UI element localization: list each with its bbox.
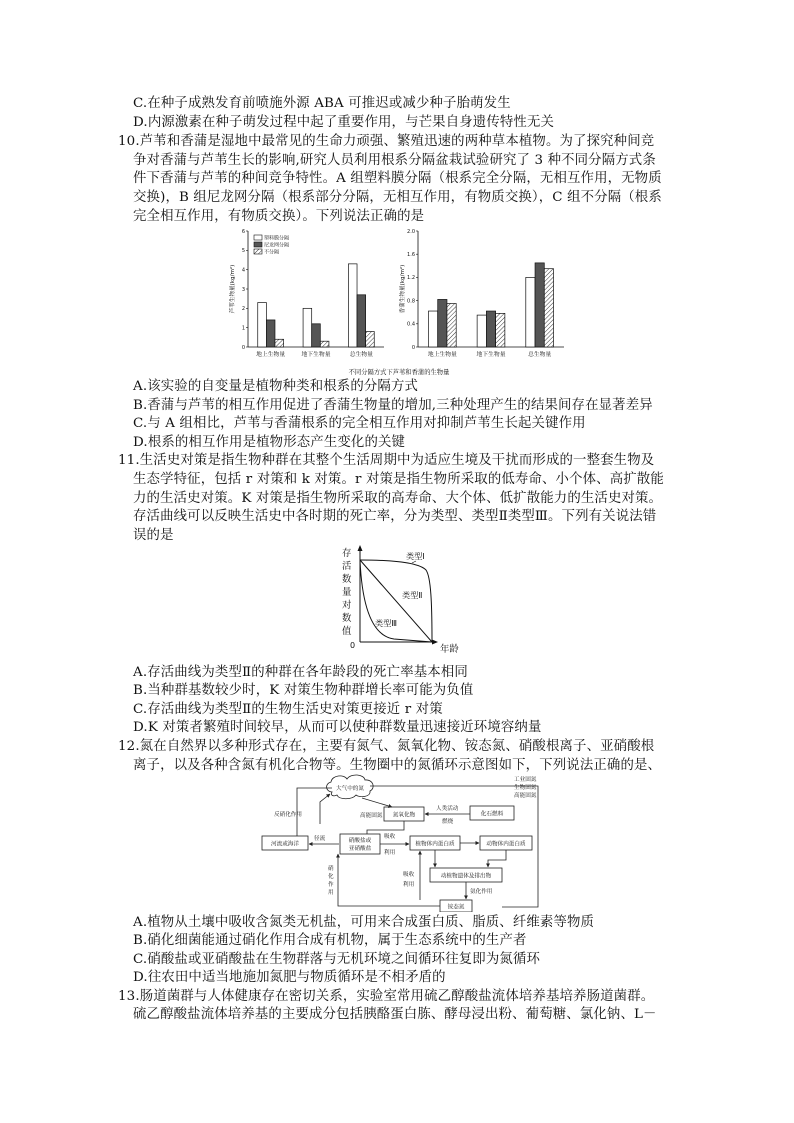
legend-swatch <box>254 235 262 240</box>
y-tick-label: 1.2 <box>407 275 415 282</box>
q11-option-a: A.存活曲线为类型Ⅱ的种群在各年龄段的死亡率基本相同 <box>133 665 468 680</box>
curve-label-type-1: 类型Ⅰ <box>406 551 425 561</box>
q10-bar-charts <box>222 222 576 378</box>
animal-protein-label: 动物体内蛋白质 <box>486 841 526 848</box>
x-axis-label: 年龄 <box>440 644 459 655</box>
bar <box>275 339 284 347</box>
y-tick-label: 0 <box>241 344 245 351</box>
fossil-fuel-label: 化石燃料 <box>480 811 504 818</box>
reed-biomass-chart <box>228 229 384 358</box>
nitrification-char: 化 <box>328 874 334 880</box>
y-axis-arrow <box>358 545 363 551</box>
q10-option-c: C.与 A 组相比，芦苇与香蒲根系的完全相互作用对抑制芦苇生长起关键作用 <box>133 416 586 431</box>
origin-label: 0 <box>350 641 356 650</box>
figure-caption: 不同分隔方式下芦苇和香蒲的生物量 <box>348 369 450 376</box>
q12-option-b: B.硝化细菌能通过硝化作用合成有机物，属于生态系统中的生产者 <box>133 933 527 948</box>
bar <box>438 299 447 347</box>
q10-option-b: B.香蒲与芦苇的相互作用促进了香蒲生物量的增加,三种处理产生的结果间存在显著差异 <box>133 398 653 413</box>
legend-swatch <box>254 242 262 247</box>
y-tick-label: 4 <box>241 267 245 274</box>
y-tick-label: 0 <box>411 344 415 351</box>
q12-stem-line: 离子，以及各种含氮有机化合物等。生物圈中的氮循环示意图如下，下列说法正确的是、 <box>133 758 662 773</box>
runoff-label: 径流 <box>314 836 326 842</box>
bar <box>266 320 275 347</box>
bar <box>366 332 375 347</box>
q12-option-d: D.往农田中适当地施加氮肥与物质循环是不相矛盾的 <box>133 970 446 985</box>
q12-option-c: C.硝酸盐或亚硝酸盐在生物群落与无机环境之间循环往复即为氮循环 <box>133 952 541 967</box>
bar <box>486 311 495 347</box>
bar <box>526 277 535 347</box>
q11-stem-line: 生态学特征，包括 r 对策和 k 对策。r 对策是指生物所采取的低寿命、小个体、高扩散能 <box>133 472 664 487</box>
bar <box>258 303 267 347</box>
fixation-label: 工业固氮 <box>514 777 537 783</box>
nitrate-label: 硝酸盐或 <box>348 838 372 844</box>
legend-swatch <box>254 249 262 254</box>
nitrogen-cycle-diagram <box>252 772 542 912</box>
q11-stem-line: 11.生活史对策是指生物种群在其整个生活周期中为适应生境及干扰而形成的一整套生物及 <box>118 453 655 468</box>
y-tick-label: 0.4 <box>407 321 415 328</box>
q11-option-c: C.存活曲线为类型Ⅱ的生物生活史对策更接近 r 对策 <box>133 702 443 717</box>
y-tick-label: 2 <box>241 306 245 313</box>
plant-protein-label: 植物体内蛋白质 <box>415 841 455 848</box>
x-tick-label: 地下生物量 <box>476 352 506 358</box>
legend-label: 不分隔 <box>264 249 280 256</box>
survivorship-curve-figure <box>336 544 466 656</box>
q13-stem-line: 13.肠道菌群与人体健康存在密切关系，实验室常用硫乙醇酸盐流体培养基培养肠道菌群。 <box>118 989 655 1004</box>
fixation-label: 生物固氮 <box>514 785 537 791</box>
y-tick-label: 2.0 <box>407 228 415 235</box>
q9-option-d: D.内源激素在种子萌发过程中起了重要作用，与芒果自身遗传特性无关 <box>133 115 555 130</box>
rivers-label: 河流或海洋 <box>271 841 299 848</box>
combustion-label: 燃烧 <box>442 819 454 825</box>
q12-stem-line: 12.氮在自然界以多种形式存在，主要有氮气、氮氧化物、铵态氮、硝酸根离子、亚硝酸根 <box>118 739 655 754</box>
x-tick-label: 总生物量 <box>349 352 373 358</box>
y-axis-title: 芦苇生物量(kg/m²) <box>230 264 236 314</box>
uptake-label: 吸收 <box>384 834 396 840</box>
bar <box>320 341 329 347</box>
bar <box>312 324 321 347</box>
y-tick-label: 0.8 <box>407 298 415 305</box>
nitrification-char: 硝 <box>328 866 334 872</box>
q11-stem-line: 误的是 <box>133 528 174 543</box>
ylabel-char: 数 <box>342 613 352 624</box>
q11-stem-line: 存活曲线可以反映生活史中各时期的死亡率，分为类型、类型Ⅱ类型Ⅲ。下列有关说法错 <box>133 509 657 524</box>
curve-type-2 <box>360 560 432 642</box>
bar <box>544 269 553 347</box>
bar <box>447 304 456 348</box>
bar <box>303 308 312 347</box>
y-tick-label: 1.6 <box>407 252 415 258</box>
bar <box>535 263 544 347</box>
q10-stem-line: 交换)，B 组尼龙网分隔（根系部分分隔，无相互作用，有物质交换），C 组不分隔（根系 <box>133 190 662 205</box>
nitrification-char: 用 <box>328 890 334 896</box>
y-tick-label: 6 <box>241 228 245 235</box>
q11-option-b: B.当种群基数较少时，K 对策生物种群增长率可能为负值 <box>133 683 474 698</box>
nitrogen-oxides-label: 氮氧化物 <box>392 812 416 819</box>
y-axis-title: 香蒲生物量(kg/m²) <box>400 264 406 314</box>
ylabel-char: 数 <box>342 574 352 585</box>
y-axis-label <box>342 547 352 637</box>
x-tick-label: 地下生物量 <box>301 352 331 358</box>
cattail-biomass-chart <box>398 229 564 358</box>
ylabel-char: 值 <box>342 626 352 637</box>
q10-stem-line: 完全相互作用，有物质交换）。下列说法正确的是 <box>133 209 425 224</box>
nitrite-label: 亚硝酸盐 <box>348 846 372 852</box>
y-tick-label: 5 <box>241 248 245 255</box>
bar <box>477 315 486 347</box>
y-tick-label: 3 <box>241 286 245 293</box>
y-tick-label: 1 <box>241 325 245 332</box>
x-tick-label: 地上生物量 <box>256 352 286 358</box>
q13-stem-line: 硫乙醇酸盐流体培养基的主要成分包括胰酪蛋白胨、酵母浸出粉、葡萄糖、氯化钠、L－ <box>133 1007 657 1022</box>
q10-stem-line: 10.芦苇和香蒲是湿地中最常见的生命力顽强、繁殖迅速的两种草本植物。为了探究种间竞 <box>118 134 655 149</box>
nitrification-char: 作 <box>328 882 334 888</box>
ammonification-label: 氨化作用 <box>470 889 493 895</box>
q10-stem-line: 争对香蒲与芦苇生长的影响,研究人员利用根系分隔盆栽试验研究了 3 种不同分隔方式条 <box>133 153 656 168</box>
ylabel-char: 活 <box>342 561 352 572</box>
x-tick-label: 地上生物量 <box>427 352 457 358</box>
denitrification-label: 反硝化作用 <box>274 812 302 818</box>
q11-stem-line: 力的生活史对策。K 对策是指生物所采取的高寿命、大个体、低扩散能力的生活史对策。 <box>133 491 663 506</box>
human-activity-label: 人类活动 <box>436 806 459 812</box>
q10-stem-line: 件下香蒲与芦苇的种间竞争特性。A 组塑料膜分隔（根系完全分隔，无相互作用，无物质 <box>133 171 662 186</box>
curve-label-type-2: 类型Ⅱ <box>402 590 423 600</box>
legend-label: 尼龙网分隔 <box>264 242 290 249</box>
bar <box>357 295 366 347</box>
curve-label-type-3: 类型Ⅲ <box>375 618 398 628</box>
ylabel-char: 对 <box>342 600 352 611</box>
uptake2-label: 吸收 <box>403 872 415 878</box>
x-axis-arrow <box>432 640 438 645</box>
legend-label: 塑料膜分隔 <box>264 235 290 242</box>
uptake-label: 利用 <box>384 850 396 856</box>
high-energy-fix-label: 高能固氮 <box>360 813 383 819</box>
ammonium-label: 铵态氮 <box>447 904 465 911</box>
fixation-label: 高能固氮 <box>514 793 537 799</box>
q10-option-a: A.该实验的自变量是植物种类和根系的分隔方式 <box>133 379 419 394</box>
bar <box>428 311 437 347</box>
atmosphere-label: 大气中的氮 <box>336 786 364 792</box>
q11-option-d: D.K 对策者繁殖时间较早，从而可以使种群数量迅速接近环境容纳量 <box>133 720 542 735</box>
uptake2-label: 利用 <box>403 882 415 888</box>
remains-label: 动植物遗体及排出物 <box>440 873 492 880</box>
q10-option-d: D.根系的相互作用是植物形态产生变化的关键 <box>133 435 406 450</box>
bar <box>348 264 357 347</box>
x-tick-label: 总生物量 <box>528 352 552 358</box>
q9-option-c: C.在种子成熟发育前喷施外源 ABA 可推迟或减少种子胎萌发生 <box>133 96 511 111</box>
ylabel-char: 量 <box>342 587 352 598</box>
q12-option-a: A.植物从土壤中吸收含氮类无机盐，可用来合成蛋白质、脂质、纤维素等物质 <box>133 915 595 930</box>
bar <box>496 313 505 347</box>
ylabel-char: 存 <box>342 548 352 559</box>
